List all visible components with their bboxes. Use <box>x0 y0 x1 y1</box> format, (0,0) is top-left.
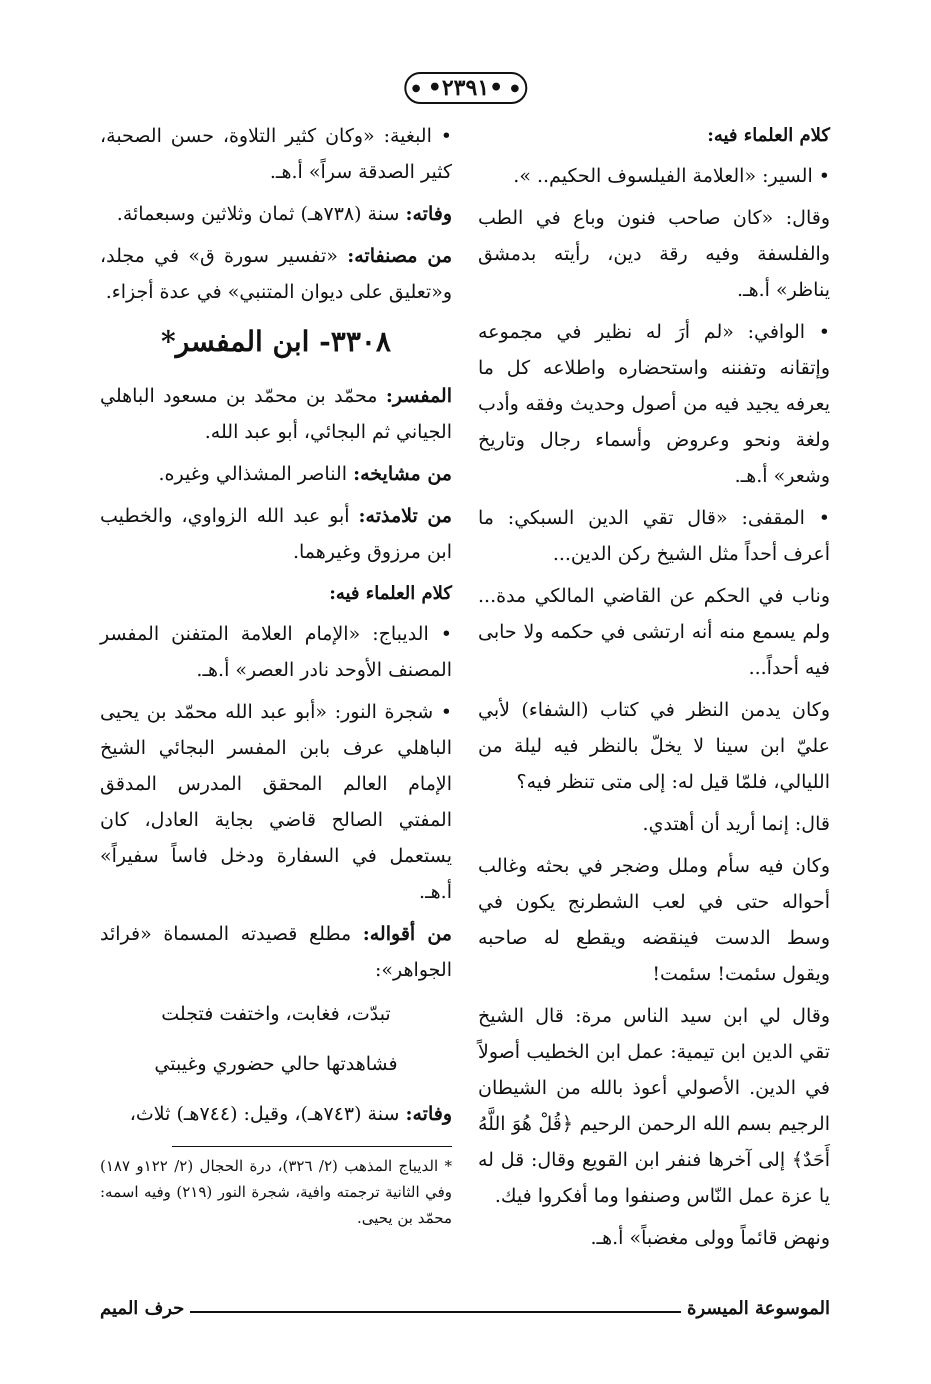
paragraph: • شجرة النور: «أبو عبد الله محمّد بن يحيى الباهلي عرف بابن المفسر البجائي الشيخ الإمام العالم المحقق المدرس المدقق المفتي الصالح قاضي بجاية العادل، كان يستعمل في السفارة ودخل فاساً سفيراً» أ.هـ. <box>100 701 452 903</box>
paragraph: وقال: «كان صاحب فنون وباع في الطب والفلسفة وفيه رقة دين، رأيته بدمشق يناظر» أ.هـ. <box>478 207 830 301</box>
works-label: من مصنفاته: <box>347 245 452 267</box>
footnote-divider <box>172 1146 452 1147</box>
paragraph: وناب في الحكم عن القاضي المالكي مدة... ولم يسمع منه أنه ارتشى في حكمه ولا حابى فيه أحداً... <box>478 585 830 679</box>
works-line <box>100 238 452 310</box>
paragraph: • الديباج: «الإمام العلامة المتفنن المفسر المصنف الأوحد نادر العصر» أ.هـ. <box>100 623 452 681</box>
death2-line <box>100 1096 452 1132</box>
paragraph: وقال لي ابن سيد الناس مرة: قال الشيخ تقي الدين ابن تيمية: عمل ابن الخطيب أصولاً في الدين. الأصولي أعوذ بالله من الشيطان الرجيم بسم الله الرحمن الرحيم ﴿قُلْ هُوَ اللَّهُ أَحَدٌ﴾ إلى آخرها فنفر ابن القويع وقال: قل له يا عزة عمل النّاس وصنفوا وما أفكروا فيك. <box>478 1005 830 1207</box>
two-column-body <box>100 118 830 1288</box>
paragraph: • الوافي: «لم أرَ له نظير في مجموعه وإتقانه وتفننه واستحضاره واطلاعه كل ما يعرفه يجيد فيه من أصول وحديث وفقه وأدب ولغة ونحو وعروض وأسماء رجال وتاريخ وشعر» أ.هـ. <box>478 321 830 487</box>
paragraph: • البغية: «وكان كثير التلاوة، حسن الصحبة، كثير الصدقة سراً» أ.هـ. <box>100 125 452 183</box>
paragraph: • المقفى: «قال تقي الدين السبكي: ما أعرف أحداً مثل الشيخ ركن الدين... <box>478 507 830 565</box>
paragraph: وكان فيه سأم وملل وضجر في بحثه وغالب أحواله حتى في لعب الشطرنج يكون في وسط الدست فينقضه ويقطع له صاحبه ويقول سئمت! سئمت! <box>478 855 830 985</box>
footer-title: الموسوعة الميسرة <box>687 1298 830 1319</box>
paragraph: قال: إنما أريد أن أهتدي. <box>642 813 830 835</box>
name-line <box>100 378 452 450</box>
death-label: وفاته: <box>405 203 452 225</box>
page-number: ● •٢٣٩١• ● <box>404 72 527 104</box>
death2-text: سنة (٧٤٣هـ)، وقيل: (٧٤٤هـ) ثلاث، <box>129 1103 400 1125</box>
footer-chapter: حرف الميم <box>100 1298 185 1319</box>
paragraph: وكان يدمن النظر في كتاب (الشفاء) لأبي عليّ ابن سينا لا يخلّ بالنظر فيه ليلة من الليالي، فلمّا قيل له: إلى متى تنظر فيه؟ <box>478 699 830 793</box>
sayings-text: مطلع قصيدته المسماة «فرائد الجواهر»: <box>100 923 452 981</box>
name-label: المفسر: <box>385 385 453 407</box>
left-column <box>100 118 452 1288</box>
sayings-label: من أقواله: <box>362 923 452 945</box>
footnote: * الديباج المذهب (٢/ ٣٢٦)، درة الحجال (٢/ ١٢٢و ١٨٧) وفي الثانية ترجمته وافية، شجرة النور (٢١٩) وفيه اسمه: محمّد بن يحيى. <box>100 1157 453 1227</box>
paragraph: • السير: «العلامة الفيلسوف الحكيم.. ». <box>513 165 830 187</box>
scholars-heading: كلام العلماء فيه: <box>707 125 830 146</box>
footer-rule <box>190 1311 681 1313</box>
teachers-label: من مشايخه: <box>353 463 452 485</box>
verse-line: تبدّت، فغابت، واختفت فتجلت <box>161 1003 391 1025</box>
right-column <box>478 118 830 1288</box>
name-text: محمّد بن محمّد بن مسعود الباهلي الجياني ثم البجائي، أبو عبد الله. <box>100 385 452 443</box>
page-footer <box>100 1298 830 1319</box>
paragraph: ونهض قائماً وولى مغضباً» أ.هـ. <box>590 1227 830 1249</box>
students-text: أبو عبد الله الزواوي، والخطيب ابن مرزوق وغيرهما. <box>100 505 452 563</box>
teachers-line <box>100 456 452 492</box>
death-text: سنة (٧٣٨هـ) ثمان وثلاثين وسبعمائة. <box>116 203 400 225</box>
death2-label: وفاته: <box>405 1103 452 1125</box>
scholars-heading: كلام العلماء فيه: <box>329 583 452 604</box>
teachers-text: الناصر المشذالي وغيره. <box>158 463 348 485</box>
sayings-line <box>100 916 452 988</box>
death-line <box>100 196 452 232</box>
verse-line: فشاهدتها حالي حضوري وغيبتي <box>154 1053 398 1075</box>
students-line <box>100 498 452 570</box>
students-label: من تلامذته: <box>358 505 452 527</box>
works-text: «تفسير سورة ق» في مجلد، و«تعليق على ديوان المتنبي» في عدة أجزاء. <box>100 245 452 303</box>
entry-heading: ٣٣٠٨- ابن المفسر* <box>161 325 391 358</box>
